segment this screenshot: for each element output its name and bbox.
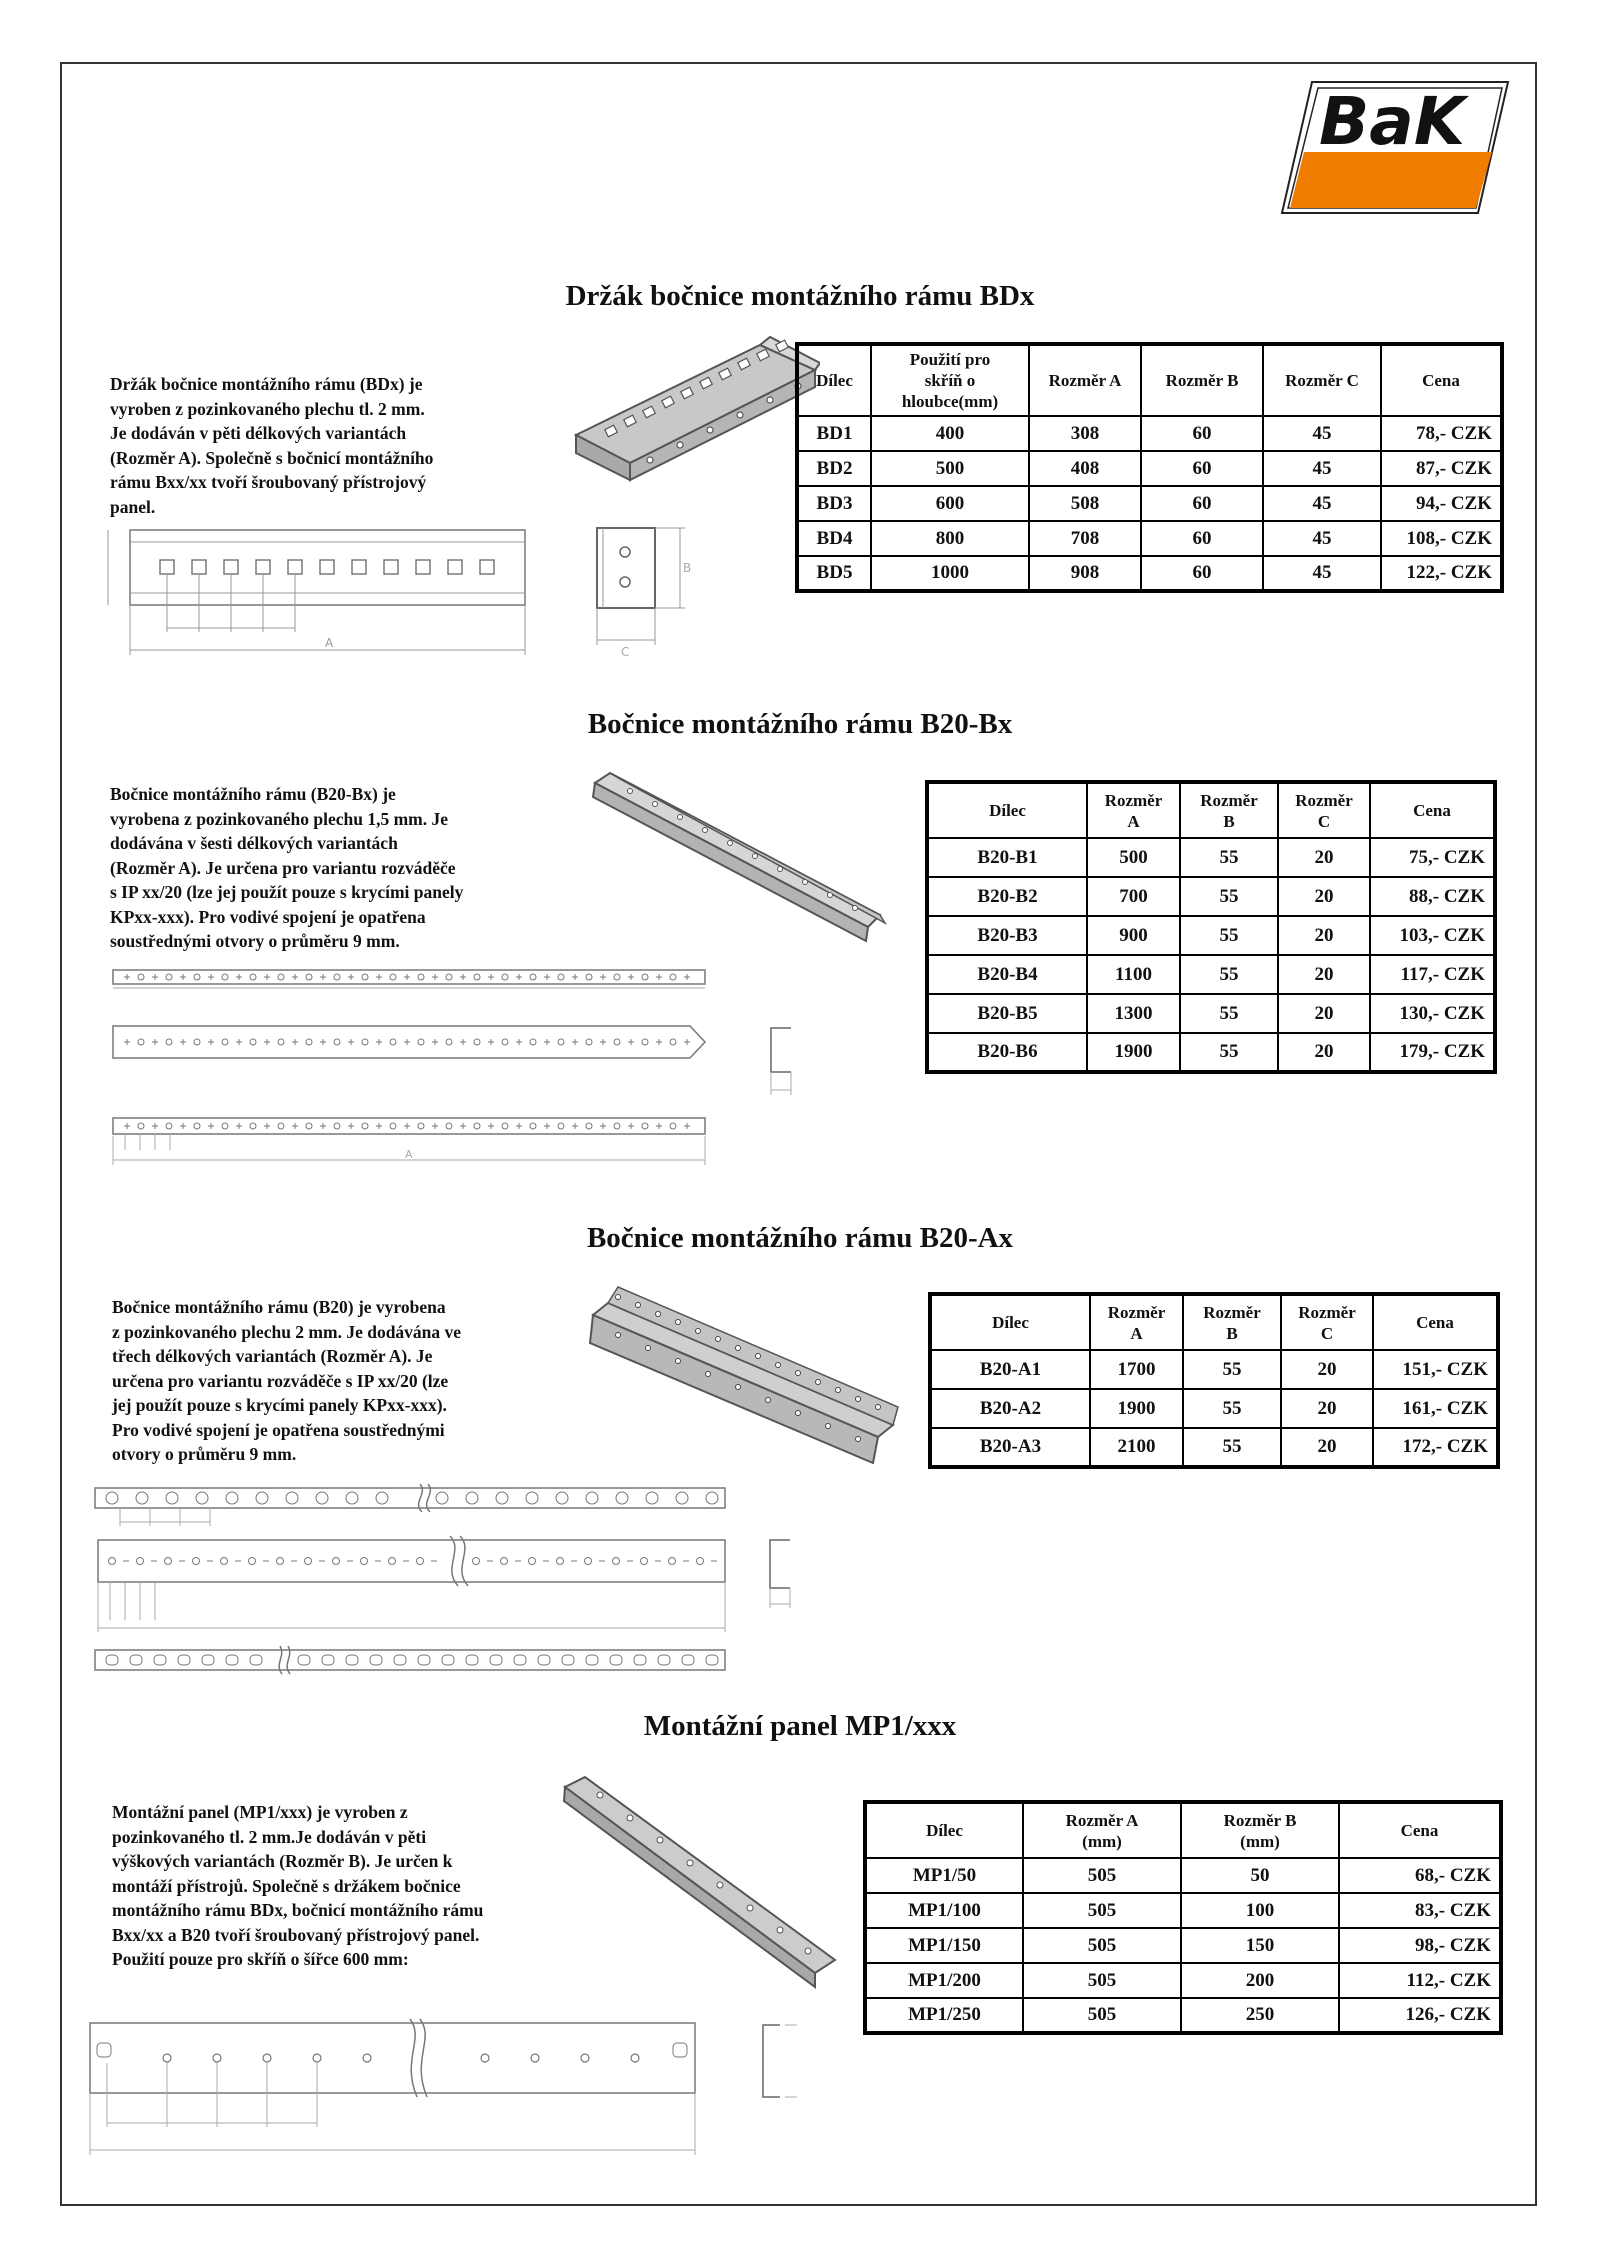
table-cell: BD5 — [797, 556, 871, 591]
description-line: Držák bočnice montážního rámu (BDx) je — [110, 374, 423, 394]
table-row — [927, 955, 1495, 994]
description-line: Bxx/xx a B20 tvoří šroubovaný přístrojový panel. — [112, 1924, 480, 1945]
table-cell: 130,- CZK — [1370, 994, 1495, 1033]
description-line: dodávána v šesti délkových variantách — [110, 833, 398, 853]
table-cell: B20-A3 — [930, 1428, 1090, 1467]
table-cell: 20 — [1278, 994, 1370, 1033]
table-cell: 308 — [1029, 416, 1141, 451]
column-header: Rozměr B — [1180, 782, 1278, 838]
table-cell: 1300 — [1087, 994, 1180, 1033]
table-cell: 55 — [1180, 1033, 1278, 1072]
section-title-b20-ax: Bočnice montážního rámu B20-Ax — [586, 1222, 1014, 1254]
table-cell: 179,- CZK — [1370, 1033, 1495, 1072]
table-cell: 700 — [1087, 877, 1180, 916]
table-cell: 122,- CZK — [1381, 556, 1502, 591]
table-cell: 20 — [1278, 1033, 1370, 1072]
table-cell: 75,- CZK — [1370, 838, 1495, 877]
section-description-b20-ax — [112, 1295, 461, 1467]
description-line: z pozinkovaného plechu 2 mm. Je dodávána ve — [112, 1321, 462, 1342]
table-cell: 505 — [1023, 1858, 1181, 1893]
description-line: Použití pouze pro skříň o šířce 600 mm: — [112, 1949, 409, 1969]
b20-bx-views-drawing — [105, 960, 825, 1180]
column-header: Rozměr C — [1278, 782, 1370, 838]
description-line: Je dodáván v pěti délkových variantách — [110, 423, 407, 443]
table-row — [865, 1858, 1501, 1893]
table-row — [930, 1428, 1498, 1467]
mp1-isometric-drawing — [560, 1775, 840, 1990]
svg-text:A: A — [325, 636, 334, 650]
description-line: (Rozměr A). Je určena pro variantu rozváděče — [110, 857, 456, 878]
table-cell: 117,- CZK — [1370, 955, 1495, 994]
description-line: vyrobena z pozinkovaného plechu 1,5 mm. Je — [110, 808, 449, 829]
column-header: Dílec — [927, 782, 1087, 838]
table-cell: 45 — [1263, 486, 1381, 521]
table-cell: 20 — [1278, 916, 1370, 955]
description-line: montáží přístrojů. Společně s držákem bočnice — [112, 1875, 461, 1896]
table-cell: 112,- CZK — [1339, 1963, 1501, 1998]
table-row — [865, 1893, 1501, 1928]
column-header: Rozměr A (mm) — [1023, 1802, 1181, 1858]
svg-text:B: B — [683, 561, 692, 575]
mp1-price-table — [863, 1800, 1503, 2035]
table-row — [927, 877, 1495, 916]
table-cell: 250 — [1181, 1998, 1339, 2033]
table-cell: 900 — [1087, 916, 1180, 955]
table-cell: 126,- CZK — [1339, 1998, 1501, 2033]
bdx-side-view-drawing — [585, 520, 705, 660]
section-description-bdx — [110, 372, 433, 519]
column-header: Dílec — [865, 1802, 1023, 1858]
table-row — [797, 416, 1502, 451]
table-cell: 908 — [1029, 556, 1141, 591]
table-cell: 60 — [1141, 416, 1263, 451]
description-line: montážního rámu BDx, bočnicí montážního rámu — [112, 1900, 484, 1920]
table-cell: 103,- CZK — [1370, 916, 1495, 955]
column-header: Dílec — [930, 1294, 1090, 1350]
description-line: rámu Bxx/xx tvoří šroubovaný přístrojový — [110, 472, 427, 492]
table-cell: 55 — [1180, 838, 1278, 877]
table-cell: B20-B4 — [927, 955, 1087, 994]
table-cell: B20-A1 — [930, 1350, 1090, 1389]
description-line: Bočnice montážního rámu (B20) je vyrobena — [112, 1297, 446, 1317]
table-cell: 161,- CZK — [1373, 1389, 1498, 1428]
description-line: Montážní panel (MP1/xxx) je vyroben z — [112, 1802, 408, 1822]
table-cell: 20 — [1281, 1428, 1373, 1467]
table-cell: B20-A2 — [930, 1389, 1090, 1428]
column-header: Rozměr A — [1087, 782, 1180, 838]
bdx-price-table — [795, 342, 1504, 593]
table-header-row — [930, 1294, 1498, 1350]
table-row — [930, 1350, 1498, 1389]
table-cell: 600 — [871, 486, 1029, 521]
table-row — [797, 556, 1502, 591]
description-line: vyroben z pozinkovaného plechu tl. 2 mm. — [110, 398, 425, 419]
bak-logo — [1280, 80, 1510, 215]
b20-bx-price-table — [925, 780, 1497, 1074]
description-line: jej použít pouze s krycími panely KPxx-xxx). — [112, 1395, 447, 1415]
logo-text: BaK — [1319, 83, 1465, 160]
table-cell: B20-B3 — [927, 916, 1087, 955]
table-cell: 88,- CZK — [1370, 877, 1495, 916]
table-cell: 98,- CZK — [1339, 1928, 1501, 1963]
table-cell: B20-B5 — [927, 994, 1087, 1033]
table-cell: 108,- CZK — [1381, 521, 1502, 556]
table-cell: 200 — [1181, 1963, 1339, 1998]
description-line: Bočnice montážního rámu (B20-Bx) je — [110, 784, 396, 804]
table-cell: 20 — [1281, 1389, 1373, 1428]
description-line: pozinkovaného tl. 2 mm.Je dodáván v pěti — [112, 1826, 427, 1847]
b20-ax-views-drawing — [90, 1480, 810, 1695]
mp1-front-view-drawing — [85, 2015, 805, 2165]
table-cell: 60 — [1141, 556, 1263, 591]
table-row — [927, 1033, 1495, 1072]
table-cell: 1100 — [1087, 955, 1180, 994]
table-cell: 55 — [1180, 955, 1278, 994]
column-header: Cena — [1370, 782, 1495, 838]
description-line: výškových variantách (Rozměr B). Je určen k — [112, 1851, 453, 1871]
column-header: Dílec — [797, 344, 871, 416]
table-header-row — [797, 344, 1502, 416]
table-cell: BD3 — [797, 486, 871, 521]
column-header: Cena — [1373, 1294, 1498, 1350]
table-cell: 505 — [1023, 1893, 1181, 1928]
table-cell: 505 — [1023, 1928, 1181, 1963]
table-cell: 505 — [1023, 1963, 1181, 1998]
table-cell: MP1/100 — [865, 1893, 1023, 1928]
section-description-b20-bx — [110, 782, 463, 954]
table-cell: 55 — [1180, 994, 1278, 1033]
table-cell: 60 — [1141, 521, 1263, 556]
table-row — [865, 1928, 1501, 1963]
table-cell: 83,- CZK — [1339, 1893, 1501, 1928]
table-cell: 800 — [871, 521, 1029, 556]
description-line: soustřednými otvory o průměru 9 mm. — [110, 931, 400, 951]
table-cell: 55 — [1180, 916, 1278, 955]
table-cell: 45 — [1263, 521, 1381, 556]
table-cell: MP1/250 — [865, 1998, 1023, 2033]
table-cell: 500 — [1087, 838, 1180, 877]
b20-bx-isometric-drawing — [590, 765, 890, 945]
table-cell: 78,- CZK — [1381, 416, 1502, 451]
table-cell: MP1/50 — [865, 1858, 1023, 1893]
table-row — [930, 1389, 1498, 1428]
table-cell: 20 — [1281, 1350, 1373, 1389]
table-cell: BD4 — [797, 521, 871, 556]
table-cell: 150 — [1181, 1928, 1339, 1963]
table-cell: 505 — [1023, 1998, 1181, 2033]
column-header: Rozměr B — [1183, 1294, 1281, 1350]
table-cell: B20-B2 — [927, 877, 1087, 916]
b20-ax-price-table — [928, 1292, 1500, 1469]
column-header: Rozměr B — [1141, 344, 1263, 416]
bdx-front-view-drawing — [100, 520, 530, 660]
table-cell: 50 — [1181, 1858, 1339, 1893]
table-cell: 45 — [1263, 451, 1381, 486]
table-header-row — [865, 1802, 1501, 1858]
table-cell: 94,- CZK — [1381, 486, 1502, 521]
table-cell: 45 — [1263, 416, 1381, 451]
svg-text:A: A — [405, 1148, 413, 1161]
column-header: Cena — [1339, 1802, 1501, 1858]
table-row — [927, 916, 1495, 955]
table-cell: 20 — [1278, 955, 1370, 994]
table-cell: 1900 — [1087, 1033, 1180, 1072]
table-cell: 60 — [1141, 486, 1263, 521]
table-cell: 45 — [1263, 556, 1381, 591]
section-description-mp1 — [112, 1800, 483, 1972]
table-cell: 20 — [1278, 838, 1370, 877]
description-line: třech délkových variantách (Rozměr A). Je — [112, 1346, 433, 1366]
table-row — [797, 486, 1502, 521]
column-header: Rozměr C — [1281, 1294, 1373, 1350]
table-cell: 20 — [1278, 877, 1370, 916]
section-title-bdx: Držák bočnice montážního rámu BDx — [565, 280, 1035, 312]
column-header: Cena — [1381, 344, 1502, 416]
table-cell: 60 — [1141, 451, 1263, 486]
table-cell: 508 — [1029, 486, 1141, 521]
table-cell: 55 — [1183, 1389, 1281, 1428]
table-cell: 500 — [871, 451, 1029, 486]
table-cell: 55 — [1180, 877, 1278, 916]
table-cell: MP1/200 — [865, 1963, 1023, 1998]
description-line: (Rozměr A). Společně s bočnicí montážního — [110, 447, 434, 468]
table-row — [865, 1963, 1501, 1998]
table-cell: 55 — [1183, 1428, 1281, 1467]
description-line: panel. — [110, 496, 156, 517]
description-line: určena pro variantu rozváděče s IP xx/20 (lze — [112, 1370, 449, 1391]
column-header: Použití pro skříň o hloubce(mm) — [871, 344, 1029, 416]
table-cell: B20-B6 — [927, 1033, 1087, 1072]
table-cell: 2100 — [1090, 1428, 1183, 1467]
table-header-row — [927, 782, 1495, 838]
table-cell: 1700 — [1090, 1350, 1183, 1389]
b20-ax-isometric-drawing — [588, 1285, 900, 1470]
column-header: Rozměr B (mm) — [1181, 1802, 1339, 1858]
table-row — [797, 451, 1502, 486]
table-cell: MP1/150 — [865, 1928, 1023, 1963]
table-cell: BD1 — [797, 416, 871, 451]
description-line: otvory o průměru 9 mm. — [112, 1444, 297, 1464]
description-line: Pro vodivé spojení je opatřena soustřednými — [112, 1419, 445, 1440]
column-header: Rozměr C — [1263, 344, 1381, 416]
table-row — [927, 994, 1495, 1033]
column-header: Rozměr A — [1090, 1294, 1183, 1350]
table-cell: 408 — [1029, 451, 1141, 486]
table-cell: B20-B1 — [927, 838, 1087, 877]
table-cell: 1900 — [1090, 1389, 1183, 1428]
table-cell: 1000 — [871, 556, 1029, 591]
section-title-mp1: Montážní panel MP1/xxx — [643, 1710, 957, 1742]
bdx-isometric-drawing — [570, 335, 820, 485]
table-cell: 68,- CZK — [1339, 1858, 1501, 1893]
table-cell: 151,- CZK — [1373, 1350, 1498, 1389]
table-cell: 100 — [1181, 1893, 1339, 1928]
table-cell: 400 — [871, 416, 1029, 451]
table-cell: 172,- CZK — [1373, 1428, 1498, 1467]
description-line: s IP xx/20 (lze jej použít pouze s krycími panely — [110, 882, 464, 902]
table-cell: 708 — [1029, 521, 1141, 556]
table-cell: 55 — [1183, 1350, 1281, 1389]
table-row — [865, 1998, 1501, 2033]
column-header: Rozměr A — [1029, 344, 1141, 416]
description-line: KPxx-xxx). Pro vodivé spojení je opatřena — [110, 906, 426, 927]
table-row — [797, 521, 1502, 556]
table-row — [927, 838, 1495, 877]
table-cell: BD2 — [797, 451, 871, 486]
svg-text:C: C — [621, 645, 630, 659]
table-cell: 87,- CZK — [1381, 451, 1502, 486]
section-title-b20-bx: Bočnice montážního rámu B20-Bx — [587, 708, 1013, 740]
